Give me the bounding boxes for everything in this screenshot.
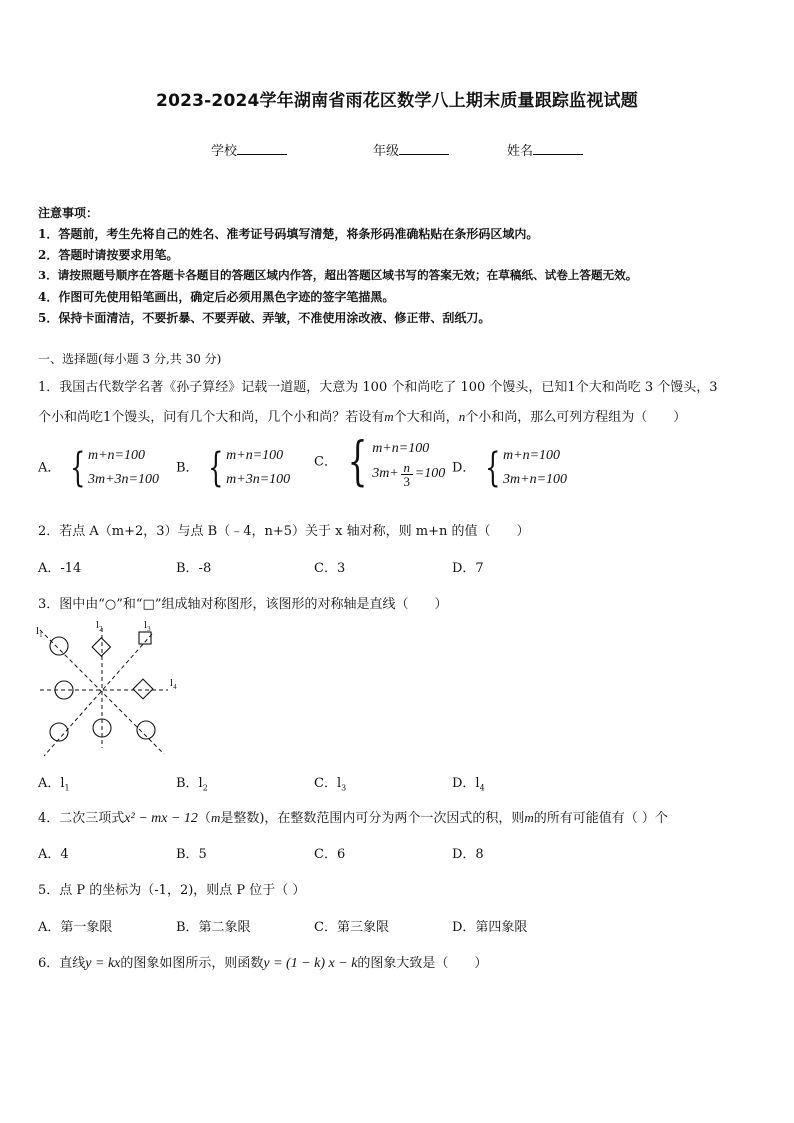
name-blank[interactable] [533, 141, 583, 155]
q3-option-b[interactable] [176, 772, 208, 793]
svg-text:l4 [170, 677, 177, 691]
eq-line: m+3n=100 [226, 472, 291, 487]
symmetry-figure [32, 616, 192, 762]
name-field[interactable] [507, 140, 583, 159]
equation-system [203, 444, 290, 492]
section-heading: 一、选择题(每小题 3 分,共 30 分) [38, 352, 222, 366]
brace-icon: { [69, 445, 85, 491]
q6-equation: y = kx [85, 956, 121, 971]
circle-shape [50, 723, 68, 741]
option-sub: 1 [64, 783, 70, 793]
label-l3: l [144, 619, 148, 631]
label-l2: l [96, 619, 100, 631]
q2-option-b[interactable]: B．-8 [176, 561, 212, 576]
option-text: C．l [314, 776, 342, 791]
option-label: C． [314, 454, 337, 470]
svg-text:l2 [96, 619, 103, 633]
var-m: m [524, 810, 534, 825]
option-label: A． [38, 460, 61, 476]
q1-option-b[interactable] [176, 444, 290, 492]
equation-system [341, 432, 446, 492]
q4-text [38, 807, 668, 827]
equation-system [65, 444, 159, 492]
option-label: B． [176, 460, 199, 476]
q6-part: 6．直线 [38, 956, 86, 971]
brace-icon: { [347, 432, 368, 492]
school-label: 学校 [211, 144, 238, 159]
label-l1-sub: 1 [39, 631, 43, 639]
eq-line: 3m+n=100 [503, 472, 568, 487]
school-field[interactable] [211, 140, 287, 159]
notice-item: 2．答题时请按要求用笔。 [38, 248, 179, 262]
label-l4-sub: 4 [173, 683, 177, 691]
numerator: n [403, 459, 410, 475]
q1-option-d[interactable] [452, 444, 567, 492]
eq-line: m+n=100 [372, 440, 430, 456]
q4-expression: x² − mx − 12 [124, 811, 198, 826]
q2-text: 2．若点 A（m+2，3）与点 B（﹣4，n+5）关于 x 轴对称，则 m+n 的值（ ） [38, 524, 530, 539]
svg-text:l3 [144, 619, 151, 633]
brace-icon: { [207, 445, 224, 491]
q5-option-a[interactable]: A．第一象限 [38, 920, 113, 935]
q1-text: 个大和尚， [393, 410, 459, 425]
circle-shape [50, 637, 68, 655]
label-l1: l [36, 625, 40, 637]
q5-option-b[interactable]: B．第二象限 [176, 920, 251, 935]
q1-text: 个小和尚吃1个馒头，问有几个大和尚，几个小和尚？若设有 [38, 410, 385, 425]
equation-system [480, 444, 567, 492]
name-label: 姓名 [507, 144, 534, 159]
q1-line1: 1．我国古代数学名著《孙子算经》记载一道题，大意为 100 个和尚吃了 100 个馒头，已知1个大和尚吃 3 个馒头，3 [38, 380, 718, 395]
brace-icon: { [484, 445, 500, 491]
q4-part: 4．二次三项式 [38, 811, 125, 826]
eq-part: =100 [414, 466, 446, 481]
q4-option-a[interactable]: A．4 [38, 847, 69, 862]
q6-text [38, 952, 487, 972]
q4-part: （ [197, 811, 211, 826]
label-l2-sub: 2 [99, 625, 103, 633]
square-shape [92, 638, 110, 656]
q4-option-c[interactable]: C．6 [314, 847, 346, 862]
q1-text: 个小和尚，那么可列方程组为（ ） [465, 410, 687, 425]
grade-label: 年级 [373, 144, 400, 159]
option-text: A．l [38, 776, 65, 791]
var-n: n [458, 409, 466, 424]
page-title: 2023-2024学年湖南省雨花区数学八上期末质量跟踪监视试题 [156, 91, 638, 111]
notice-item: 4．作图可先使用铅笔画出，确定后必须用黑色字迹的签字笔描黑。 [38, 290, 395, 304]
svg-text:l1 [36, 625, 43, 639]
option-sub: 2 [202, 783, 208, 793]
denominator: 3 [403, 473, 410, 489]
var-m: m [384, 409, 394, 424]
grade-field[interactable] [373, 140, 449, 159]
option-text: D．l [452, 776, 480, 791]
q6-part: 的图象如图所示，则函数 [120, 956, 264, 971]
eq-line: m+n=100 [226, 448, 284, 463]
q3-option-a[interactable] [38, 772, 70, 793]
eq-part: 3m+ [372, 466, 399, 481]
option-label: D． [452, 460, 476, 476]
q2-option-a[interactable]: A．-14 [38, 561, 82, 576]
q1-line2 [38, 406, 686, 425]
q4-part: 的所有可能值有（ ）个 [533, 811, 668, 826]
q6-equation: y = (1 − k) x − k [263, 956, 358, 971]
grade-blank[interactable] [399, 141, 449, 155]
square-shape [133, 679, 153, 699]
fraction [401, 461, 413, 488]
notice-item: 3．请按照题号顺序在答题卡各题目的答题区域内作答，超出答题区域书写的答案无效；在草稿纸、试卷上答题无效。 [38, 268, 638, 282]
q5-text: 5．点 P 的坐标为（-1，2)，则点 P 位于（ ） [38, 883, 306, 898]
label-l4: l [170, 677, 174, 689]
var-m: m [210, 810, 221, 825]
option-sub: 3 [341, 783, 347, 793]
notice-heading: 注意事项： [38, 206, 99, 220]
q1-option-c[interactable] [314, 432, 446, 492]
option-text: B．l [176, 776, 203, 791]
q2-option-d[interactable]: D．7 [452, 561, 484, 576]
option-sub: 4 [479, 783, 485, 793]
notice-item: 5．保持卡面清洁，不要折暴、不要弄破、弄皱，不准使用涂改液、修正带、刮纸刀。 [38, 311, 491, 325]
eq-line: m+n=100 [503, 448, 561, 463]
q4-option-b[interactable]: B．5 [176, 847, 207, 862]
q3-option-d[interactable] [452, 772, 485, 793]
q5-option-c[interactable]: C．第三象限 [314, 920, 389, 935]
notice-item: 1．答题前，考生先将自己的姓名、准考证号码填写清楚，将条形码准确粘贴在条形码区域内。 [38, 227, 539, 241]
q1-option-a[interactable] [38, 444, 159, 492]
q3-text: 3．图中由“○”和“□”组成轴对称图形，该图形的对称轴是直线（ ） [38, 597, 448, 612]
eq-line: m+n=100 [87, 448, 145, 463]
q2-option-c[interactable]: C．3 [314, 561, 346, 576]
eq-line [372, 461, 445, 488]
q5-option-d[interactable]: D．第四象限 [452, 920, 528, 935]
q4-option-d[interactable]: D．8 [452, 847, 484, 862]
q3-option-c[interactable] [314, 772, 346, 793]
school-blank[interactable] [237, 141, 287, 155]
q6-part: 的图象大致是（ ） [357, 956, 488, 971]
q4-part: 是整数)，在整数范围内可分为两个一次因式的积，则 [220, 811, 525, 826]
eq-line: 3m+3n=100 [87, 472, 159, 487]
label-l3-sub: 3 [147, 625, 151, 633]
